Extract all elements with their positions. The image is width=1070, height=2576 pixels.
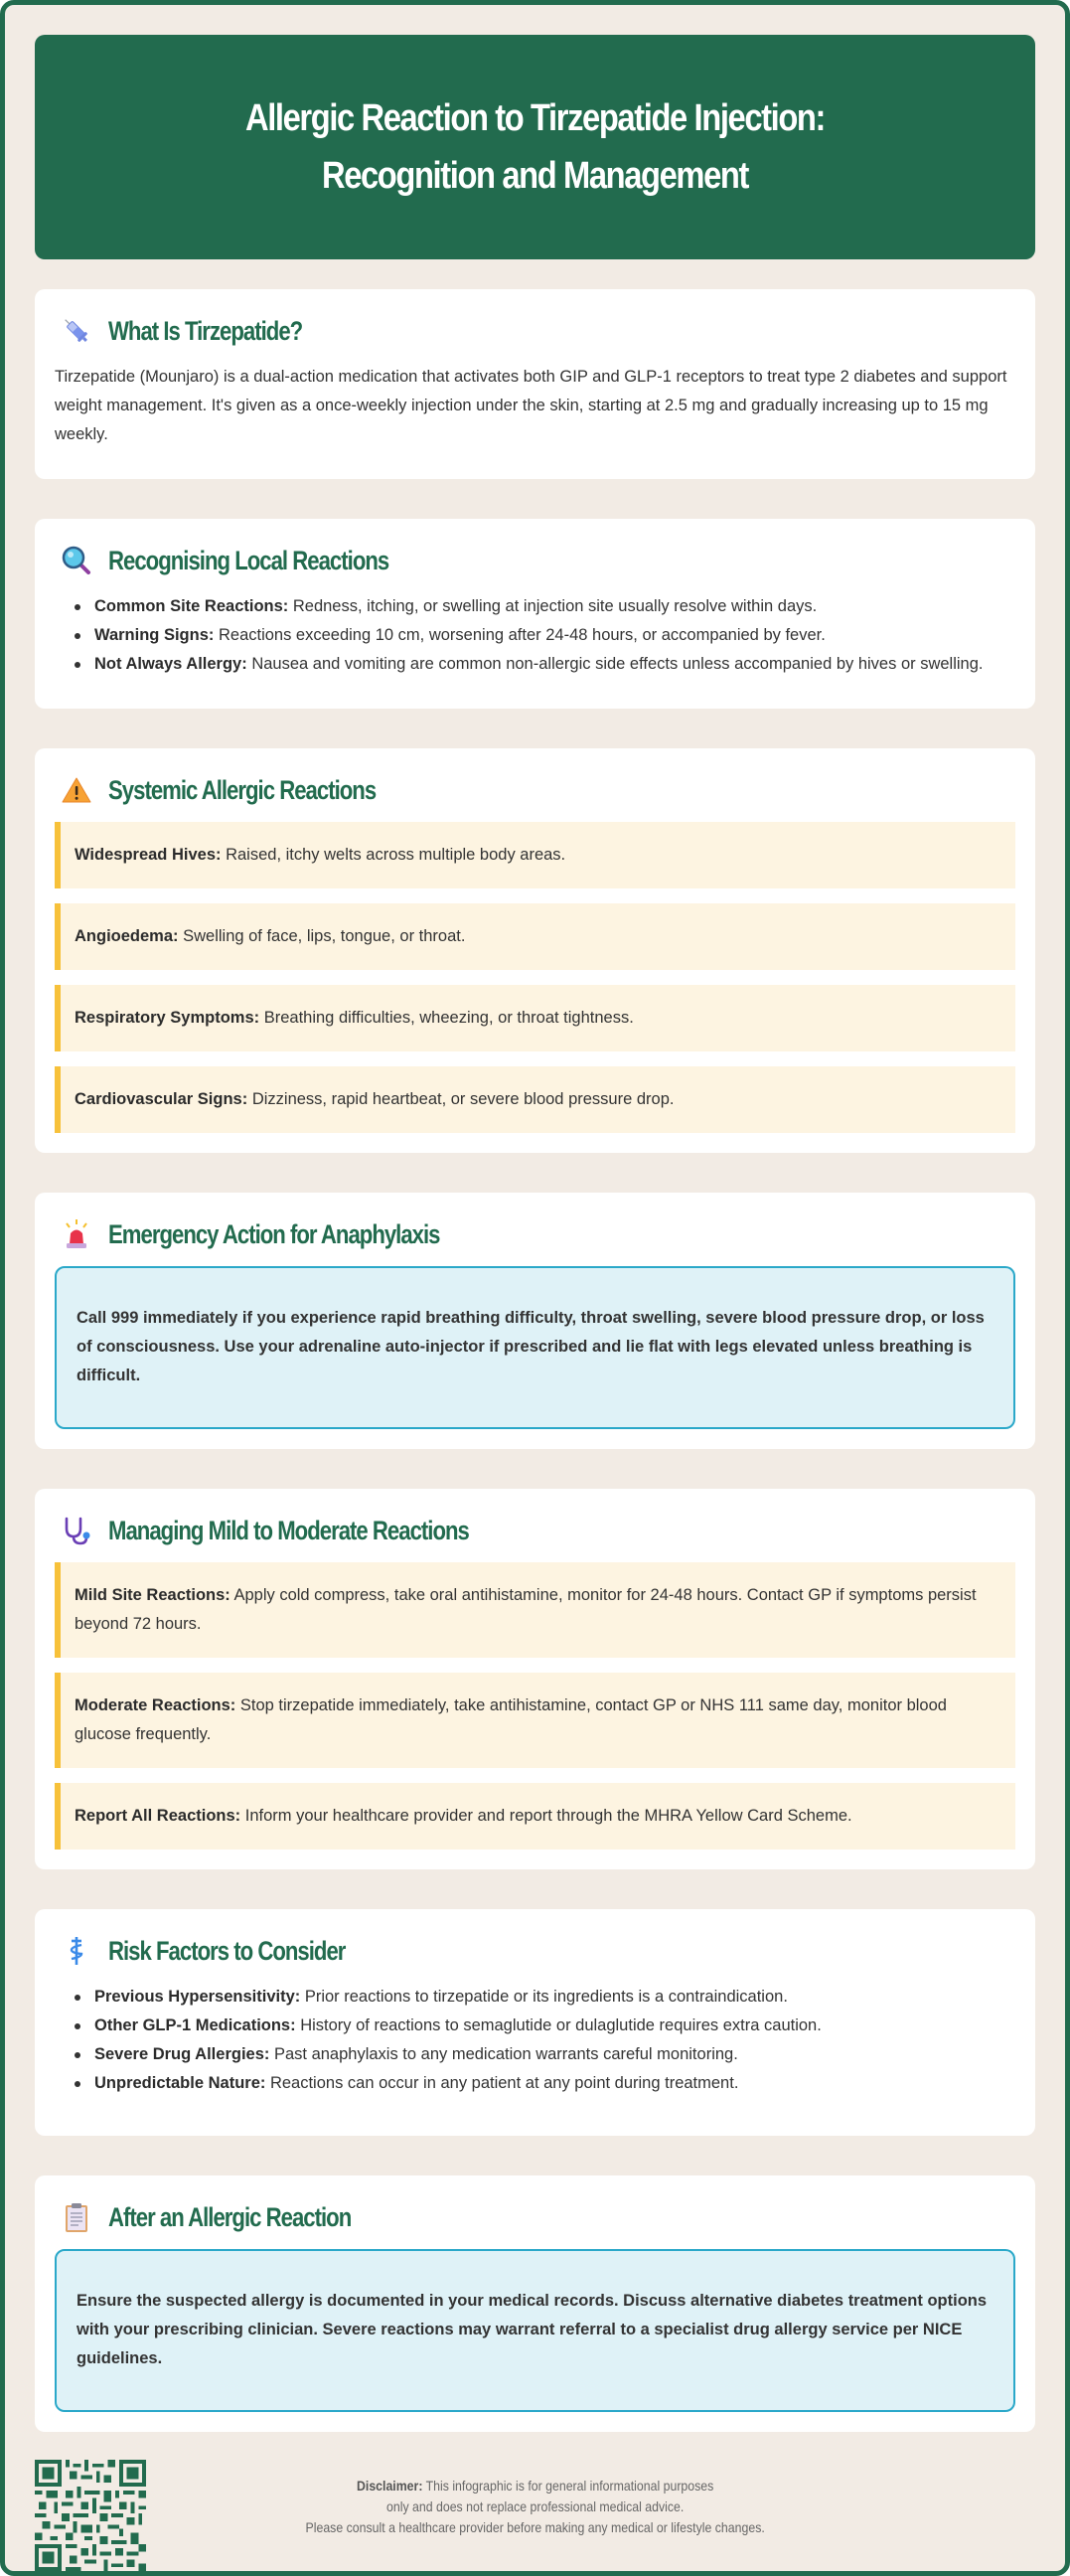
page-title: Allergic Reaction to Tirzepatide Injection: Recognition and Management xyxy=(244,97,826,197)
card-what-is-tirzepatide xyxy=(35,289,1035,479)
local-reactions-list xyxy=(55,592,1015,679)
list-item: Not Always Allergy: Nausea and vomiting are common non-allergic side effects unless accompanied by hives or swelling. xyxy=(75,650,1015,679)
systemic-item: Cardiovascular Signs: Dizziness, rapid heartbeat, or severe blood pressure drop. xyxy=(55,1066,1015,1133)
magnifying-glass-icon xyxy=(59,543,94,578)
list-item: Common Site Reactions: Redness, itching, or swelling at injection site usually resolve within days. xyxy=(75,592,1015,621)
header-banner xyxy=(35,35,1035,259)
section-title: What Is Tirzepatide? xyxy=(108,315,303,346)
managing-item: Mild Site Reactions: Apply cold compress, take oral antihistamine, monitor for 24-48 hours. Contact GP if symptoms persist beyond 72 hours. xyxy=(55,1562,1015,1658)
section-title: Managing Mild to Moderate Reactions xyxy=(108,1515,469,1545)
card-emergency xyxy=(35,1193,1035,1449)
warning-icon xyxy=(59,772,94,808)
card-local-reactions xyxy=(35,519,1035,709)
emergency-callout: Call 999 immediately if you experience rapid breathing difficulty, throat swelling, severe blood pressure drop, or loss of consciousness. Use your adrenaline auto-injector if prescribed and lie flat with legs elevated unless breathing is difficult. xyxy=(55,1266,1015,1429)
card-managing-reactions xyxy=(35,1489,1035,1869)
list-item: Unpredictable Nature: Reactions can occur in any patient at any point during treatment. xyxy=(75,2069,1015,2098)
after-reaction-callout: Ensure the suspected allergy is documented in your medical records. Discuss alternative diabetes treatment options with your prescribing clinician. Severe reactions may warrant referral to a specialist drug allergy service per NICE guidelines. xyxy=(55,2249,1015,2412)
siren-icon xyxy=(59,1216,94,1252)
systemic-item: Respiratory Symptoms: Breathing difficulties, wheezing, or throat tightness. xyxy=(55,985,1015,1051)
card-risk-factors xyxy=(35,1909,1035,2136)
managing-item: Moderate Reactions: Stop tirzepatide immediately, take antihistamine, contact GP or NHS 111 same day, monitor blood glucose frequently. xyxy=(55,1673,1015,1768)
risk-factors-list xyxy=(55,1983,1015,2098)
list-item: Other GLP-1 Medications: History of reactions to semaglutide or dulaglutide requires extra caution. xyxy=(75,2012,1015,2040)
list-item: Severe Drug Allergies: Past anaphylaxis to any medication warrants careful monitoring. xyxy=(75,2040,1015,2069)
section-title: Emergency Action for Anaphylaxis xyxy=(108,1218,440,1249)
qr-code-icon[interactable] xyxy=(35,2460,146,2571)
list-item: Warning Signs: Reactions exceeding 10 cm, worsening after 24-48 hours, or accompanied by fever. xyxy=(75,621,1015,650)
systemic-item: Angioedema: Swelling of face, lips, tongue, or throat. xyxy=(55,903,1015,970)
medical-symbol-icon xyxy=(59,1933,94,1969)
stethoscope-icon xyxy=(59,1513,94,1548)
systemic-item: Widespread Hives: Raised, itchy welts across multiple body areas. xyxy=(55,822,1015,888)
section-title: After an Allergic Reaction xyxy=(108,2201,352,2232)
section-title: Recognising Local Reactions xyxy=(108,545,389,575)
disclaimer: Disclaimer: This infographic is for general informational purposes only and does not replace professional medical advice. Please consult a healthcare provider before making any medical or lifestyle changes. xyxy=(305,2478,765,2535)
managing-item: Report All Reactions: Inform your healthcare provider and report through the MHRA Yellow Card Scheme. xyxy=(55,1783,1015,1850)
syringe-icon xyxy=(59,313,94,349)
card-systemic-reactions xyxy=(35,748,1035,1153)
clipboard-icon xyxy=(59,2199,94,2235)
footer xyxy=(35,2452,1035,2571)
disclaimer-label: Disclaimer: xyxy=(356,2478,423,2494)
list-item: Previous Hypersensitivity: Prior reactions to tirzepatide or its ingredients is a contraindication. xyxy=(75,1983,1015,2012)
section-title: Risk Factors to Consider xyxy=(108,1935,346,1966)
card-after-reaction xyxy=(35,2175,1035,2432)
section-body: Tirzepatide (Mounjaro) is a dual-action medication that activates both GIP and GLP-1 receptors to treat type 2 diabetes and support weight management. It's given as a once-weekly injection under the skin, starting at 2.5 mg and gradually increasing up to 15 mg weekly. xyxy=(55,368,1007,443)
section-title: Systemic Allergic Reactions xyxy=(108,774,377,805)
